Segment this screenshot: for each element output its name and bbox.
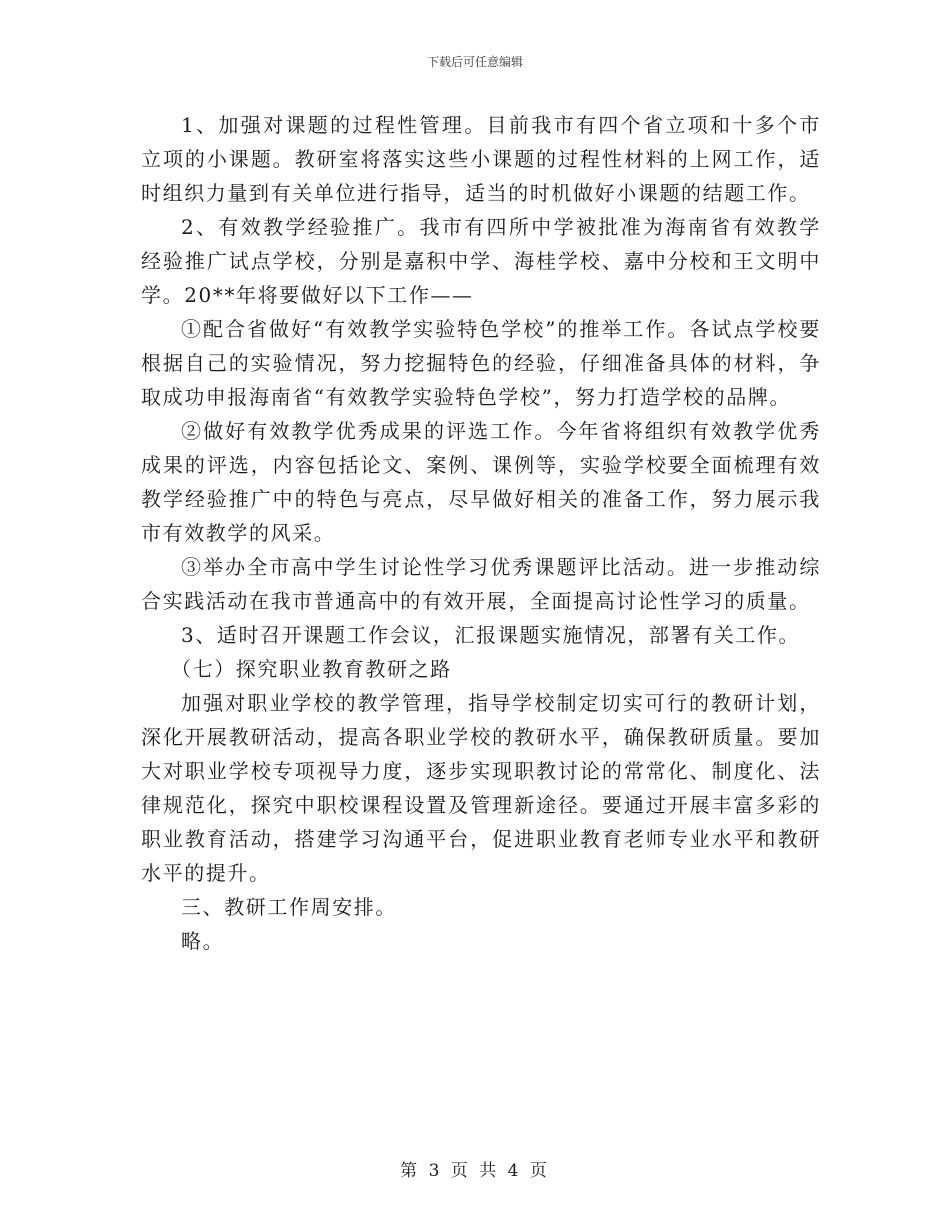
- paragraph-task-3: 3、适时召开课题工作会议，汇报课题实施情况，部署有关工作。: [181, 623, 801, 647]
- paragraph-item-2: ②做好有效教学优秀成果的评选工作。今年省将组织有效教学优秀成果的评选，内容包括论文、案例、课例等，实验学校要全面梳理有效教学经验推广中的特色与亮点，尽早做好相关的准备工作，努力展示我市有效教学的风采。: [141, 419, 821, 545]
- document-body: [141, 108, 821, 958]
- paragraph-task-2: 2、有效教学经验推广。我市有四所中学被批准为海南省有效教学经验推广试点学校，分别是嘉积中学、海桂学校、嘉中分校和王文明中学。20**年将要做好以下工作——: [141, 215, 821, 307]
- section-heading-7: （七）探究职业教育教研之路: [171, 657, 452, 681]
- paragraph-task-1: 1、加强对课题的过程性管理。目前我市有四个省立项和十多个市立项的小课题。教研室将落实这些小课题的过程性材料的上网工作，适时组织力量到有关单位进行指导，适当的时机做好小课题的结题工作。: [141, 113, 821, 205]
- paragraph-omitted: 略。: [181, 929, 225, 953]
- section-heading-3: 三、教研工作周安排。: [181, 895, 397, 919]
- page-footer: 第 3 页 共 4 页: [400, 1161, 550, 1181]
- page-header: 下载后可任意编辑: [426, 55, 523, 69]
- paragraph-item-1: ①配合省做好“有效教学实验特色学校”的推举工作。各试点学校要根据自己的实验情况，努力挖掘特色的经验，仔细准备具体的材料，争取成功申报海南省“有效教学实验特色学校”，努力打造学校的品牌。: [141, 317, 821, 409]
- paragraph-vocational: 加强对职业学校的教学管理，指导学校制定切实可行的教研计划，深化开展教研活动，提高各职业学校的教研水平，确保教研质量。要加大对职业学校专项视导力度，逐步实现职教讨论的常常化、制度化、法律规范化，探究中职校课程设置及管理新途径。要通过开展丰富多彩的职业教育活动，搭建学习沟通平台，促进职业教育老师专业水平和教研水平的提升。: [141, 691, 821, 885]
- paragraph-item-3: ③举办全市高中学生讨论性学习优秀课题评比活动。进一步推动综合实践活动在我市普通高中的有效开展，全面提高讨论性学习的质量。: [141, 555, 821, 613]
